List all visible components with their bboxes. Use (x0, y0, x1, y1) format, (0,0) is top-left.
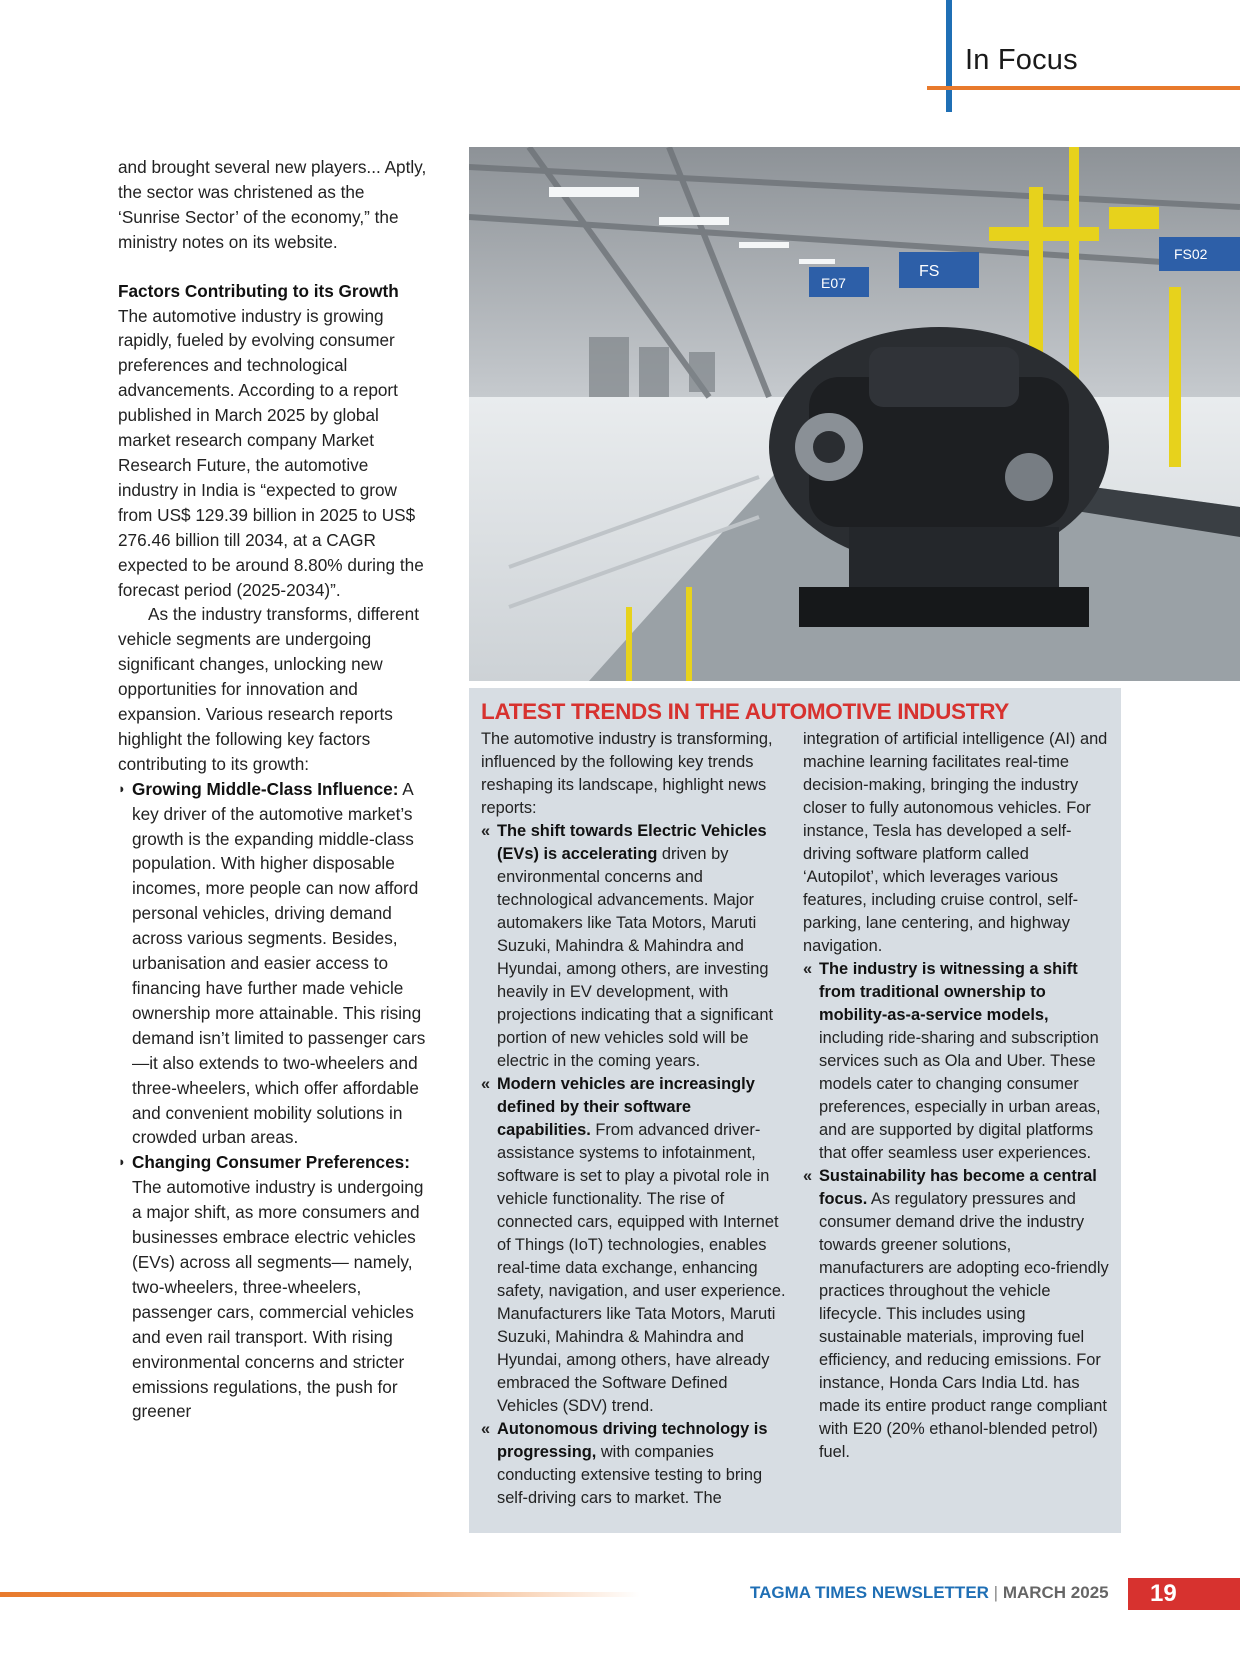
photo-sign-b: FS (919, 263, 940, 280)
trend-item-title: The industry is witnessing a shift from traditional ownership to mobility-as-a-service models, (819, 960, 1078, 1024)
trends-column-1 (481, 728, 787, 1510)
trend-item-text: with companies conducting extensive testing to bring self-driving cars to market. The (497, 1443, 763, 1507)
trends-columns (481, 728, 1109, 1510)
guillemet-icon: « (481, 1420, 491, 1438)
trend-item-text: From advanced driver-assistance systems to infotainment, software is set to play a pivotal role in vehicle functionality. The rise of connected cars, equipped with Internet of Things (IoT) technologies, enables real-time data exchange, enhancing safety, navigation, and user experience. Manufacturers like Tata Motors, Maruti Suzuki, Mahindra & Mahindra and Hyundai, among others, have already embraced the Software Defined Vehicles (SDV) trend. (497, 1121, 786, 1415)
header-rule (927, 86, 1240, 90)
trend-item-text: driven by environmental concerns and technological advancements. Major automakers like Tata Motors, Maruti Suzuki, Mahindra & Mahindra and Hyundai, among others, are investing heavily in EV development, with projections indicating that a significant portion of new vehicles sold will be electric in the coming years. (497, 845, 774, 1070)
footer-masthead (750, 1583, 1109, 1603)
trends-box (469, 688, 1121, 1533)
trends-intro: The automotive industry is transforming, influenced by the following key trends reshaping its landscape, highlight news reports: (481, 730, 773, 817)
bullet-title: Growing Middle-Class Influence: (132, 778, 399, 799)
left-column (118, 155, 428, 1424)
section-heading: Factors Contributing to its Growth (118, 280, 399, 301)
transform-paragraph: As the industry transforms, different vehicle segments are undergoing significant changes, unlocking new opportunities for innovation and expansion. Various research reports highlight the following key factors contributing to its growth: (118, 604, 419, 774)
trend-item-text: including ride-sharing and subscription services such as Ola and Uber. These models cater to changing consumer preferences, especially in urban areas, and are supported by digital platforms that offer seamless user experiences. (819, 1029, 1101, 1162)
trend-continuation: integration of artificial intelligence (AI) and machine learning facilitates real-time decision-making, bringing the industry closer to fully autonomous vehicles. For instance, Tesla has developed a self-driving software platform called ‘Autopilot’, which leverages various features, including cruise control, self-parking, lane centering, and highway navigation. (803, 730, 1108, 955)
trend-item-ev (481, 820, 787, 1073)
bullet-title: Changing Consumer Preferences: (132, 1152, 410, 1173)
trend-item-sustainability (803, 1165, 1109, 1464)
bullet-marker-icon: ◗ (118, 780, 126, 796)
footer-date: MARCH 2025 (1002, 1583, 1109, 1602)
growth-paragraph: The automotive industry is growing rapidly, fueled by evolving consumer preferences and technological advancements. According to a report published in March 2025 by global market research company Market Research Future, the automotive industry in India is “expected to grow from US$ 129.39 billion in 2025 to US$ 276.46 billion till 2034, at a CAGR expected to be around 8.80% during the forecast period (2025-2034)”. (118, 305, 424, 600)
bullet-middle-class (118, 777, 428, 1151)
bullet-consumer-preferences (118, 1150, 428, 1424)
trend-item-text: As regulatory pressures and consumer demand drive the industry towards greener solutions, manufacturers are adopting eco-friendly practices throughout the vehicle lifecycle. This includes using sustainable materials, improving fuel efficiency, and reducing emissions. For instance, Honda Cars India Ltd. has made its entire product range compliant with E20 (20% ethanol-blended petrol) fuel. (819, 1190, 1109, 1461)
guillemet-icon: « (481, 822, 491, 840)
trend-item-title: Modern vehicles are increasingly defined by their software capabilities. (497, 1075, 755, 1139)
trend-item-title: Autonomous driving technology is progressing, (497, 1420, 768, 1461)
trends-title: LATEST TRENDS IN THE AUTOMOTIVE INDUSTRY (481, 699, 1010, 724)
footer-rule (0, 1592, 640, 1597)
trend-item-title: The shift towards Electric Vehicles (EVs) is accelerating (497, 822, 767, 863)
intro-paragraph: and brought several new players... Aptly, the sector was christened as the ‘Sunrise Sector’ of the economy,” the ministry notes on its website. (118, 157, 427, 252)
photo-sign-a: E07 (821, 275, 846, 291)
photo-sign-c: FS02 (1174, 246, 1208, 262)
assembly-line-illustration (469, 147, 1240, 681)
guillemet-icon: « (481, 1075, 491, 1093)
guillemet-icon: « (803, 1167, 813, 1185)
page-number: 19 (1128, 1578, 1240, 1610)
trends-column-2 (803, 728, 1109, 1510)
section-label: In Focus (965, 44, 1078, 76)
trend-item-software (481, 1073, 787, 1418)
trend-item-maas (803, 958, 1109, 1165)
guillemet-icon: « (803, 960, 813, 978)
trend-item-title: Sustainability has become a central focus. (819, 1167, 1097, 1208)
header-accent-bar (946, 0, 952, 112)
footer-brand: TAGMA TIMES NEWSLETTER (750, 1583, 989, 1602)
bullet-text: A key driver of the automotive market’s growth is the expanding middle-class population. With higher disposable incomes, more people can now afford personal vehicles, driving demand across various segments. Besides, urbanisation and easier access to financing have further made vehicle ownership more attainable. This rising demand isn’t limited to passenger cars—it also extends to two-wheelers and three-wheelers, which offer affordable and convenient mobility solutions in crowded urban areas. (132, 778, 426, 1148)
trend-item-autonomous (481, 1418, 787, 1510)
footer-separator: | (988, 1583, 1003, 1602)
factory-photo (469, 147, 1240, 681)
bullet-marker-icon: ◗ (118, 1154, 126, 1170)
bullet-text: The automotive industry is undergoing a major shift, as more consumers and businesses embrace electric vehicles (EVs) across all segments— namely, two-wheelers, three-wheelers, passenger cars, commercial vehicles and even rail transport. With rising environmental concerns and stricter emissions regulations, the push for greener (132, 1177, 424, 1422)
